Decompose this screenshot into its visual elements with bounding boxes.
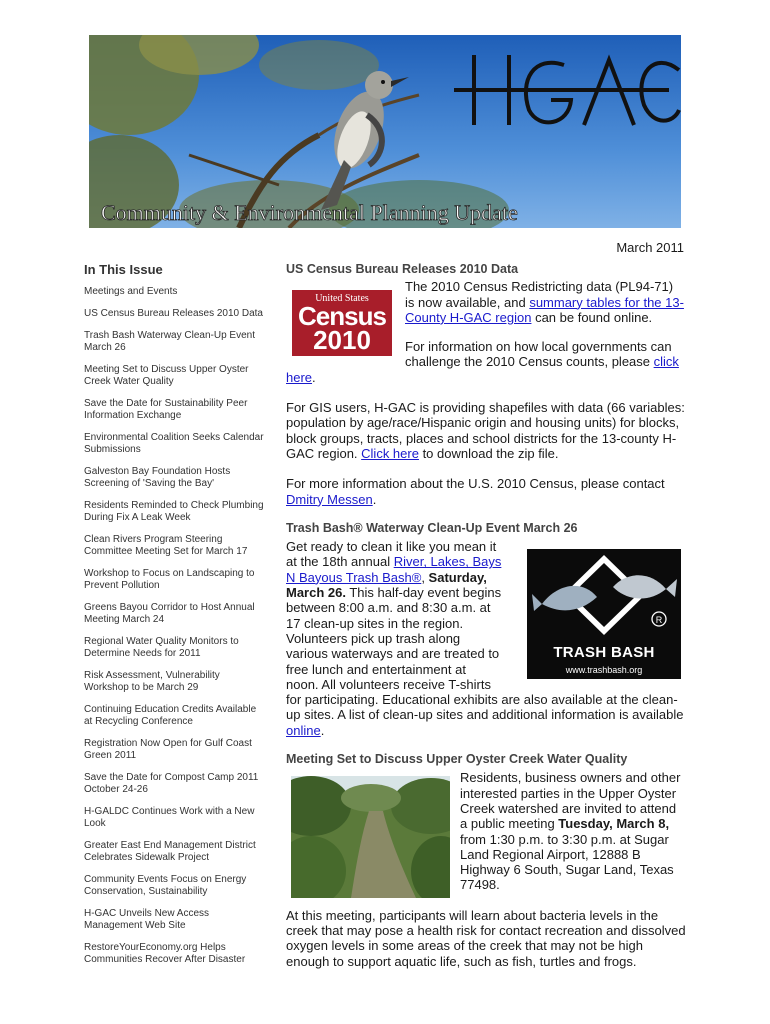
toc-link[interactable]: Greens Bayou Corridor to Host Annual Meeting March 24	[84, 602, 255, 625]
toc-link[interactable]: Regional Water Quality Monitors to Determine Needs for 2011	[84, 636, 239, 659]
oyster-paragraph-1: Residents, business owners and other interested parties in the Upper Oyster Creek watershed are invited to attend a public meeting Tuesday, March 8, from 1:30 p.m. to 3:30 p.m. at Sugar Land Regional Airport, 12888 B Highway 6 South, Sugar Land, Texas 77498.	[460, 770, 681, 893]
cleanup-sites-online-link[interactable]: online	[286, 722, 321, 738]
oyster-paragraph-2: At this meeting, participants will learn about bacteria levels in the creek that may pose a health risk for contact recreation and dissolved oxygen levels in some areas of the creek that may not be high enough to support aquatic life, such as fish, turtles and frogs.	[286, 907, 686, 969]
toc-link[interactable]: Continuing Education Credits Available at Recycling Conference	[84, 704, 257, 727]
toc-link[interactable]: Meeting Set to Discuss Upper Oyster Creek Water Quality	[84, 364, 249, 387]
in-this-issue-sidebar	[84, 262, 264, 976]
trash-bash-logo-url: www.trashbash.org	[565, 665, 643, 675]
newsletter-title: Community & Environmental Planning Update	[101, 200, 518, 225]
toc-link[interactable]: H-GAC Unveils New Access Management Web Site	[84, 908, 210, 931]
summary-tables-link[interactable]: summary tables for the 13-County H-GAC region	[405, 294, 684, 325]
census-paragraph-1: The 2010 Census Redistricting data (PL94-71) is now available, and summary tables for the 13-County H-GAC region can be found online.	[405, 279, 684, 325]
header-banner	[89, 35, 681, 228]
oyster-creek-heading: Meeting Set to Discuss Upper Oyster Creek Water Quality	[286, 752, 628, 767]
toc-link[interactable]: RestoreYourEconomy.org Helps Communities Recover After Disaster	[84, 942, 246, 965]
toc-link[interactable]: Workshop to Focus on Landscaping to Prevent Pollution	[84, 568, 255, 591]
challenge-here-link[interactable]: here	[286, 369, 313, 385]
sidebar-heading: In This Issue	[84, 262, 163, 277]
download-zip-link[interactable]: Click here	[361, 445, 419, 461]
toc-link[interactable]: Community Events Focus on Energy Conservation, Sustainability	[84, 874, 247, 897]
toc-link[interactable]: Registration Now Open for Gulf Coast Green 2011	[84, 738, 252, 761]
svg-text:R: R	[655, 615, 663, 625]
census-paragraph-2-end: here.	[286, 369, 316, 385]
trash-bash-logo-name: TRASH BASH	[553, 644, 655, 661]
toc-link[interactable]: Save the Date for Compost Camp 2011 October 24-26	[84, 772, 259, 795]
toc-link[interactable]: Residents Reminded to Check Plumbing During Fix A Leak Week	[84, 500, 264, 523]
trash-bash-body: Get ready to clean it like you mean it at the 18th annual River, Lakes, Bays N Bayous Trash Bash®, Saturday, March 26. This half-day event begins between 8:00 a.m. and 8:30 a.m. at 17 clean-up sites in the region. Volunteers pick up trash along various waterways and are treated to free lunch and entertainment at noon. All volunteers receive T-shirts for participating. Educational exhibits are also available at the clean-up sites. A list of clean-up sites and additional information is available online.	[286, 539, 684, 738]
toc-link[interactable]: Save the Date for Sustainability Peer Information Exchange	[84, 398, 248, 421]
toc-link[interactable]: Galveston Bay Foundation Hosts Screening of 'Saving the Bay'	[84, 466, 231, 489]
toc-link[interactable]: H-GALDC Continues Work with a New Look	[84, 806, 255, 829]
oyster-creek-body	[286, 770, 686, 969]
census-paragraph-4: For more information about the U.S. 2010 Census, please contact Dmitry Messen.	[286, 476, 665, 507]
census-heading: US Census Bureau Releases 2010 Data	[286, 262, 519, 276]
trash-bash-event-link[interactable]: River, Lakes, Bays N Bayous Trash Bash®	[286, 554, 502, 585]
main-content	[286, 262, 686, 969]
toc-link[interactable]: Environmental Coalition Seeks Calendar Submissions	[84, 432, 264, 455]
toc-link[interactable]: US Census Bureau Releases 2010 Data	[84, 308, 263, 319]
toc-link[interactable]: Meetings and Events	[84, 286, 178, 297]
toc-link[interactable]: Clean Rivers Program Steering Committee Meeting Set for March 17	[84, 534, 248, 557]
toc-link[interactable]: Trash Bash Waterway Clean-Up Event March 26	[84, 330, 255, 353]
census-paragraph-2: For information on how local governments can challenge the 2010 Census counts, please click	[405, 339, 679, 370]
toc-link[interactable]: Greater East End Management District Celebrates Sidewalk Project	[84, 840, 256, 863]
issue-date: March 2011	[616, 240, 684, 255]
mockingbird-photo	[89, 35, 681, 228]
census-paragraph-3: For GIS users, H-GAC is providing shapefiles with data (66 variables: population by age/race/Hispanic origin and housing units) for blocks, block groups, tracts, places and school districts for the 13-county H-GAC region. Click here to download the zip file.	[286, 400, 685, 461]
contact-dmitry-link[interactable]: Dmitry Messen	[286, 491, 373, 507]
challenge-click-link[interactable]: click	[653, 354, 679, 370]
trash-bash-heading: Trash Bash® Waterway Clean-Up Event March 26	[286, 520, 578, 535]
toc-link[interactable]: Risk Assessment, Vulnerability Workshop to be March 29	[84, 670, 220, 693]
census-2010-logo: United States Census 2010	[292, 290, 392, 356]
